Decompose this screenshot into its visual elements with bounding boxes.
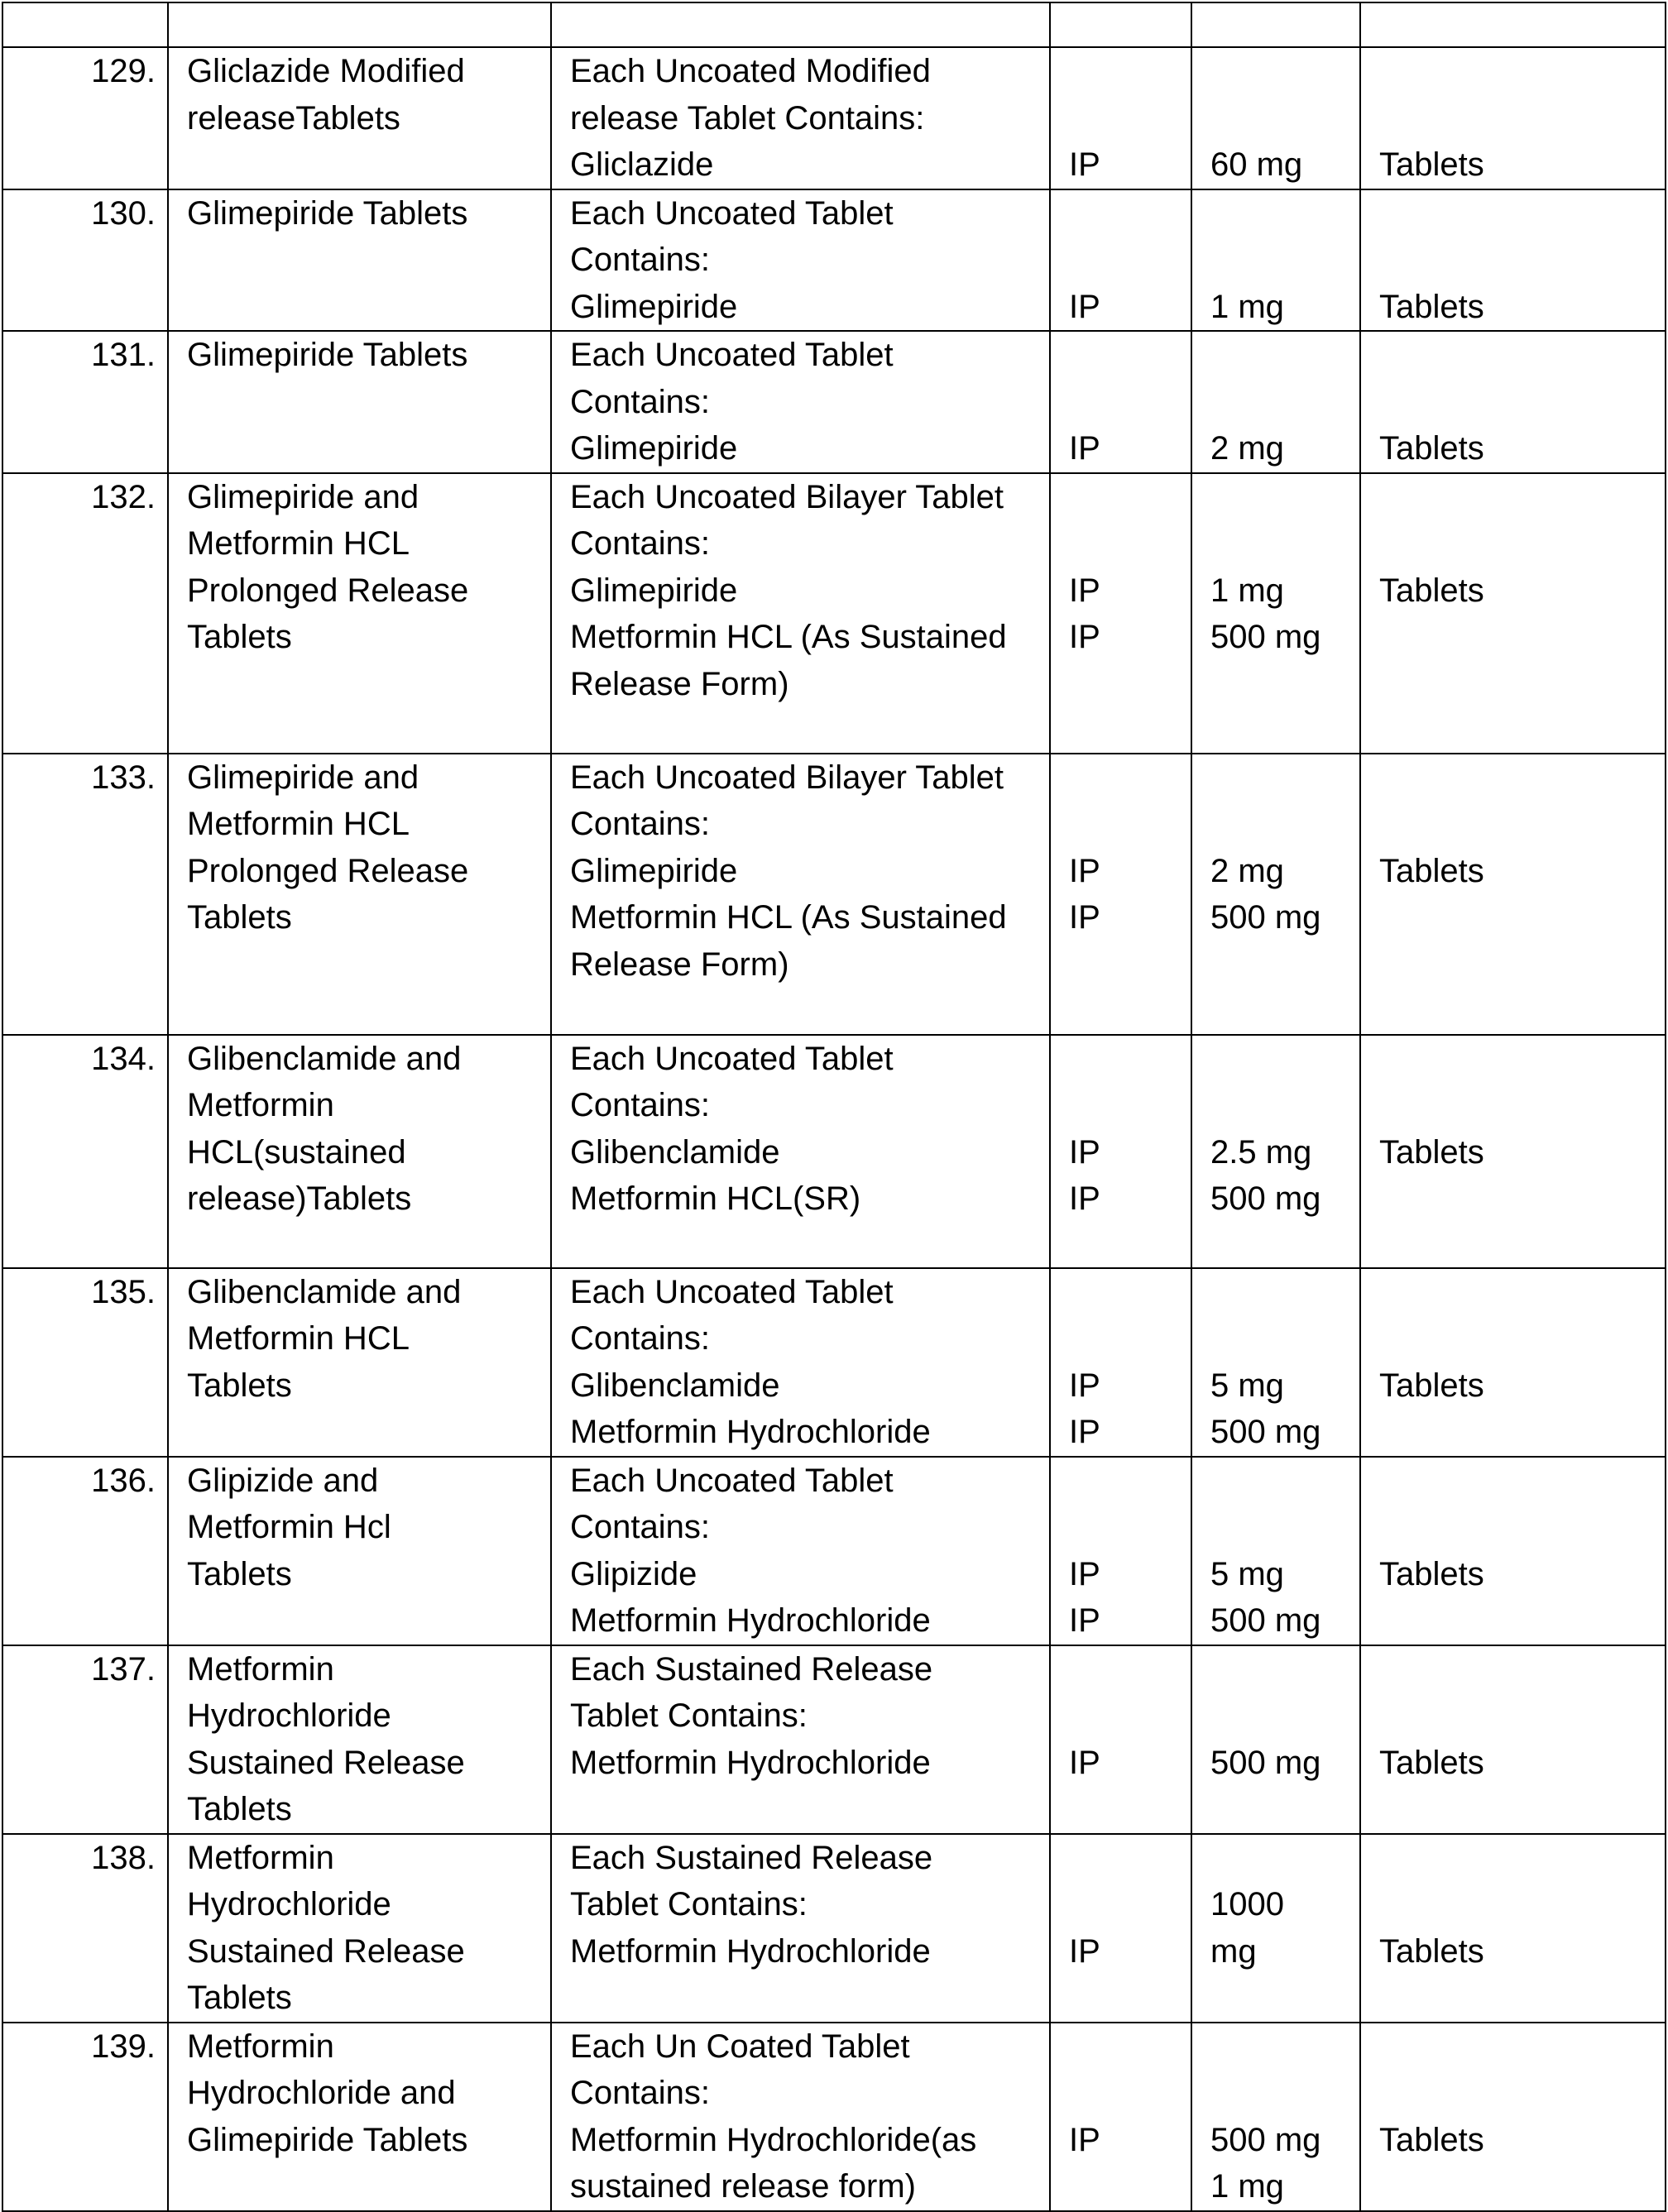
table-body [2,2,1666,2211]
cell-line: release)Tablets [187,1180,412,1217]
cell-line: HCL(sustained [187,1133,406,1171]
cell-line [1210,95,1351,142]
cell-line [1379,1881,1656,1928]
drug-table [2,2,1666,2212]
cell-line [1069,48,1182,95]
composition-cell [551,1035,1050,1268]
product-name-cell [168,473,551,754]
cell-line [1379,801,1656,848]
row-number: 135. [91,1273,156,1310]
row-number: 139. [91,2028,156,2065]
cell-line: 2 mg [1210,430,1284,467]
cell-line [1210,332,1351,379]
cell-line: IP [1069,1744,1100,1781]
cell-line: Tablets [187,1980,292,2016]
table-row [2,331,1666,473]
cell-line: Metformin HCL (As Sustained [570,619,1007,655]
cell-line: IP [1069,899,1100,936]
cell-line: Metformin [187,1839,334,1876]
cell-line [1379,1036,1656,1083]
composition-cell [551,47,1050,189]
cell-line: Each Uncoated Tablet [570,1273,894,1310]
cell-line: 500 mg [1210,1180,1321,1217]
cell-line [1379,474,1656,521]
composition-cell [551,1645,1050,1834]
cell-line: Contains: [570,1509,710,1545]
table-row [2,754,1666,1035]
cell-line: Gliclazide [570,146,714,183]
table-row [2,1645,1666,1834]
cell-line: Glimepiride [570,572,738,609]
cell-line [1210,520,1351,567]
strength-cell [1191,1035,1360,1268]
strength-cell [1191,47,1360,189]
cell-line [1379,520,1656,567]
cell-line [1379,1269,1656,1316]
cell-line [1379,237,1656,284]
cell-line: Tablets [187,1367,292,1404]
cell-line [1069,801,1182,848]
table-row [2,1268,1666,1457]
strength-cell [1191,473,1360,754]
cell-line: IP [1069,1133,1100,1171]
row-number: 131. [91,337,156,373]
cell-line: Metformin Hydrochloride [570,1932,931,1970]
product-name-cell [168,47,551,189]
cell-line [1210,1504,1351,1551]
cell-line [1379,1693,1656,1740]
product-name-cell [168,1834,551,2023]
cell-line: Tablets [1379,852,1484,889]
row-number: 129. [91,53,156,89]
product-name-cell [168,189,551,332]
cell-line: Glimepiride [570,852,738,889]
strength-cell [1191,1268,1360,1457]
cell-line [1379,48,1656,95]
cell-line [1069,1693,1182,1740]
cell-line [1210,1315,1351,1362]
cell-line [1210,1036,1351,1083]
cell-line: Glimepiride Tablets [187,194,468,232]
cell-line: Sustained Release [187,1932,465,1970]
row-number: 133. [91,759,156,796]
product-name-cell [168,1035,551,1268]
cell-line [1069,1269,1182,1316]
cell-line: Tablets [1379,572,1484,609]
cell-line: IP [1069,1180,1100,1217]
blank-cell [2,2,168,47]
cell-line [1069,474,1182,521]
blank-cell [1050,2,1191,47]
composition-cell [551,1268,1050,1457]
cell-line [1069,332,1182,379]
blank-cell [551,2,1050,47]
cell-line: Each Uncoated Tablet [570,1040,894,1077]
cell-line [1069,95,1182,142]
cell-line: Tablets [187,899,292,936]
row-number: 138. [91,1839,156,1876]
cell-line: 500 mg [1210,1414,1321,1450]
cell-line: Each Uncoated Tablet [570,337,894,373]
cell-line: IP [1069,619,1100,655]
blank-cell [1360,2,1666,47]
cell-line: Tablet Contains: [570,1886,808,1922]
cell-line: Sustained Release [187,1744,465,1781]
cell-line: Tablets [1379,2121,1484,2158]
product-name-cell [168,1268,551,1457]
cell-line: IP [1069,146,1100,183]
standard-cell [1050,2023,1191,2211]
row-number-cell [2,473,168,754]
cell-line [1210,1835,1351,1882]
table-row [2,189,1666,332]
table-row [2,473,1666,754]
cell-line [1069,520,1182,567]
row-number-cell [2,1457,168,1645]
standard-cell [1050,754,1191,1035]
composition-cell [551,189,1050,332]
cell-line: Tablets [1379,1744,1484,1781]
cell-line: releaseTablets [187,99,400,136]
standard-cell [1050,331,1191,473]
cell-line: Tablets [1379,288,1484,325]
row-number-cell [2,189,168,332]
cell-line: Each Sustained Release [570,1650,933,1688]
cell-line [1210,1646,1351,1693]
cell-line: IP [1069,852,1100,889]
row-number-cell [2,1268,168,1457]
cell-line: Hydrochloride and [187,2075,456,2111]
standard-cell [1050,189,1191,332]
dosage-form-cell [1360,331,1666,473]
cell-line [1379,379,1656,426]
cell-line [1210,2023,1351,2071]
cell-line [1069,237,1182,284]
cell-line: IP [1069,2121,1100,2158]
dosage-form-cell [1360,473,1666,754]
row-number: 137. [91,1650,156,1688]
cell-line [1210,379,1351,426]
cell-line [1210,754,1351,802]
cell-line [1069,190,1182,237]
table-row [2,1457,1666,1645]
strength-cell [1191,2023,1360,2211]
cell-line: IP [1069,1932,1100,1970]
cell-line: Metformin HCL [187,806,410,842]
cell-line: 60 mg [1210,146,1303,183]
cell-line: Tablets [1379,146,1484,183]
row-number-cell [2,2023,168,2211]
cell-line [1379,1504,1656,1551]
cell-line [1210,48,1351,95]
row-number: 130. [91,194,156,232]
blank-cell [1191,2,1360,47]
cell-line: Metformin [187,1087,334,1123]
cell-line: 500 mg [1210,899,1321,936]
strength-cell [1191,1645,1360,1834]
cell-line [1069,1646,1182,1693]
cell-line: Each Un Coated Tablet [570,2028,910,2065]
table-row [2,2023,1666,2211]
cell-line: Each Uncoated Tablet [570,194,894,232]
cell-line: Glimepiride Tablets [187,2121,468,2158]
cell-line: Each Uncoated Tablet [570,1462,894,1499]
cell-line: IP [1069,1555,1100,1592]
cell-line [1210,1693,1351,1740]
standard-cell [1050,1645,1191,1834]
standard-cell [1050,47,1191,189]
strength-cell [1191,1834,1360,2023]
product-name-cell [168,1457,551,1645]
cell-line [1210,190,1351,237]
cell-line [1069,2023,1182,2071]
strength-cell [1191,754,1360,1035]
cell-line [1069,1082,1182,1129]
cell-line: 1 mg [1210,288,1284,325]
cell-line: sustained release form) [570,2168,916,2205]
cell-line: Glimepiride and [187,478,419,515]
table-row [2,1035,1666,1268]
cell-line: IP [1069,1414,1100,1450]
cell-line [1069,1504,1182,1551]
cell-line [1379,754,1656,802]
cell-line [1379,1315,1656,1362]
cell-line: Metformin HCL [187,525,410,562]
cell-line: Each Uncoated Bilayer Tablet [570,478,1004,515]
cell-line: Metformin HCL [187,1320,410,1357]
cell-line: Tablets [187,1555,292,1592]
cell-line: 2 mg [1210,852,1284,889]
cell-line: 5 mg [1210,1555,1284,1592]
cell-line: 5 mg [1210,1367,1284,1404]
standard-cell [1050,473,1191,754]
table-row [2,1834,1666,2023]
dosage-form-cell [1360,2023,1666,2211]
cell-line: Release Form) [570,946,789,983]
cell-line: 1 mg [1210,572,1284,609]
dosage-form-cell [1360,189,1666,332]
product-name-cell [168,2023,551,2211]
cell-line [1210,1269,1351,1316]
cell-line: Release Form) [570,665,789,702]
cell-line [1069,2070,1182,2117]
cell-line: Metformin [187,1650,334,1688]
cell-line: Tablets [1379,1932,1484,1970]
cell-line: Contains: [570,1320,710,1357]
row-number: 136. [91,1462,156,1499]
cell-line: Tablet Contains: [570,1697,808,1734]
cell-line [1379,2070,1656,2117]
row-number: 132. [91,478,156,515]
dosage-form-cell [1360,1035,1666,1268]
cell-line [1379,2023,1656,2071]
cell-line: Metformin HCL (As Sustained [570,899,1007,936]
cell-line [1379,1458,1656,1505]
row-number-cell [2,1645,168,1834]
cell-line [1069,1881,1182,1928]
composition-cell [551,2023,1050,2211]
cell-line: Gliclazide Modified [187,53,465,89]
cell-line: Metformin Hydrochloride [570,1744,931,1781]
cell-line: 2.5 mg [1210,1133,1312,1171]
cell-line: Tablets [1379,1367,1484,1404]
cell-line [1379,95,1656,142]
row-number-cell [2,47,168,189]
cell-line: Metformin HCL(SR) [570,1180,861,1217]
cell-line [1210,1458,1351,1505]
cell-line: Tablets [187,619,292,655]
cell-line: 500 mg [1210,619,1321,655]
cell-line: Hydrochloride [187,1886,391,1922]
cell-line: Glibenclamide [570,1367,780,1404]
cell-line [1069,1458,1182,1505]
cell-line [1210,1082,1351,1129]
cell-line: Contains: [570,806,710,842]
cell-line: Contains: [570,383,710,420]
blank-cell [168,2,551,47]
composition-cell [551,331,1050,473]
row-number-cell [2,1035,168,1268]
cell-line: Metformin Hydrochloride [570,1414,931,1450]
cell-line: Metformin Hydrochloride(as [570,2121,977,2158]
cell-line: 500 mg [1210,1602,1321,1639]
product-name-cell [168,754,551,1035]
cell-line: Tablets [187,1791,292,1827]
cell-line: Metformin [187,2028,334,2065]
composition-cell [551,1457,1050,1645]
cell-line [1379,1082,1656,1129]
strength-cell [1191,189,1360,332]
cell-line [1069,1036,1182,1083]
cell-line: Glimepiride and [187,759,419,796]
cell-line: Contains: [570,242,710,278]
composition-cell [551,1834,1050,2023]
dosage-form-cell [1360,47,1666,189]
cell-line [1069,1315,1182,1362]
cell-line: Contains: [570,2075,710,2111]
cell-line: release Tablet Contains: [570,99,925,136]
cell-line: Glibenclamide [570,1133,780,1171]
row-number-cell [2,1834,168,2023]
dosage-form-cell [1360,1645,1666,1834]
cell-line: IP [1069,430,1100,467]
cell-line: Prolonged Release [187,852,469,889]
cell-line: Hydrochloride [187,1697,391,1734]
row-number: 134. [91,1040,156,1077]
cell-line [1069,1835,1182,1882]
cell-line: Contains: [570,525,710,562]
standard-cell [1050,1457,1191,1645]
table-row [2,47,1666,189]
cell-line: Metformin Hcl [187,1509,391,1545]
cell-line: Tablets [1379,1555,1484,1592]
product-name-cell [168,331,551,473]
cell-line: IP [1069,1367,1100,1404]
cell-line [1069,754,1182,802]
strength-cell [1191,331,1360,473]
cell-line [1379,332,1656,379]
dosage-form-cell [1360,1457,1666,1645]
cell-line: Tablets [1379,430,1484,467]
composition-cell [551,473,1050,754]
cell-line: Glipizide [570,1555,697,1592]
cell-line: IP [1069,288,1100,325]
composition-cell [551,754,1050,1035]
cell-line: 500 mg [1210,1744,1321,1781]
standard-cell [1050,1035,1191,1268]
strength-cell [1191,1457,1360,1645]
product-name-cell [168,1645,551,1834]
cell-line [1210,474,1351,521]
cell-line: Glimepiride [570,288,738,325]
cell-line [1210,237,1351,284]
cell-line: 1 mg [1210,2168,1284,2205]
cell-line: Each Sustained Release [570,1839,933,1876]
cell-line: Glimepiride [570,430,738,467]
cell-line: Tablets [1379,1133,1484,1171]
cell-line: Glibenclamide and [187,1040,462,1077]
cell-line: IP [1069,572,1100,609]
cell-line: IP [1069,1602,1100,1639]
cell-line [1379,190,1656,237]
cell-line [1069,379,1182,426]
cell-line: Glimepiride Tablets [187,337,468,373]
dosage-form-cell [1360,1268,1666,1457]
cell-line: mg [1210,1932,1257,1970]
row-number-cell [2,331,168,473]
standard-cell [1050,1268,1191,1457]
cell-line: Metformin Hydrochloride [570,1602,931,1639]
cell-line: Each Uncoated Modified [570,53,931,89]
cell-line [1210,801,1351,848]
cell-line: Prolonged Release [187,572,469,609]
cell-line: Glipizide and [187,1462,379,1499]
table-row-blank [2,2,1666,47]
cell-line [1210,2070,1351,2117]
cell-line: 500 mg [1210,2121,1321,2158]
cell-line: Contains: [570,1087,710,1123]
cell-line [1379,1835,1656,1882]
dosage-form-cell [1360,754,1666,1035]
cell-line: 1000 [1210,1886,1284,1922]
cell-line: Each Uncoated Bilayer Tablet [570,759,1004,796]
dosage-form-cell [1360,1834,1666,2023]
cell-line [1379,1646,1656,1693]
standard-cell [1050,1834,1191,2023]
cell-line: Glibenclamide and [187,1273,462,1310]
row-number-cell [2,754,168,1035]
